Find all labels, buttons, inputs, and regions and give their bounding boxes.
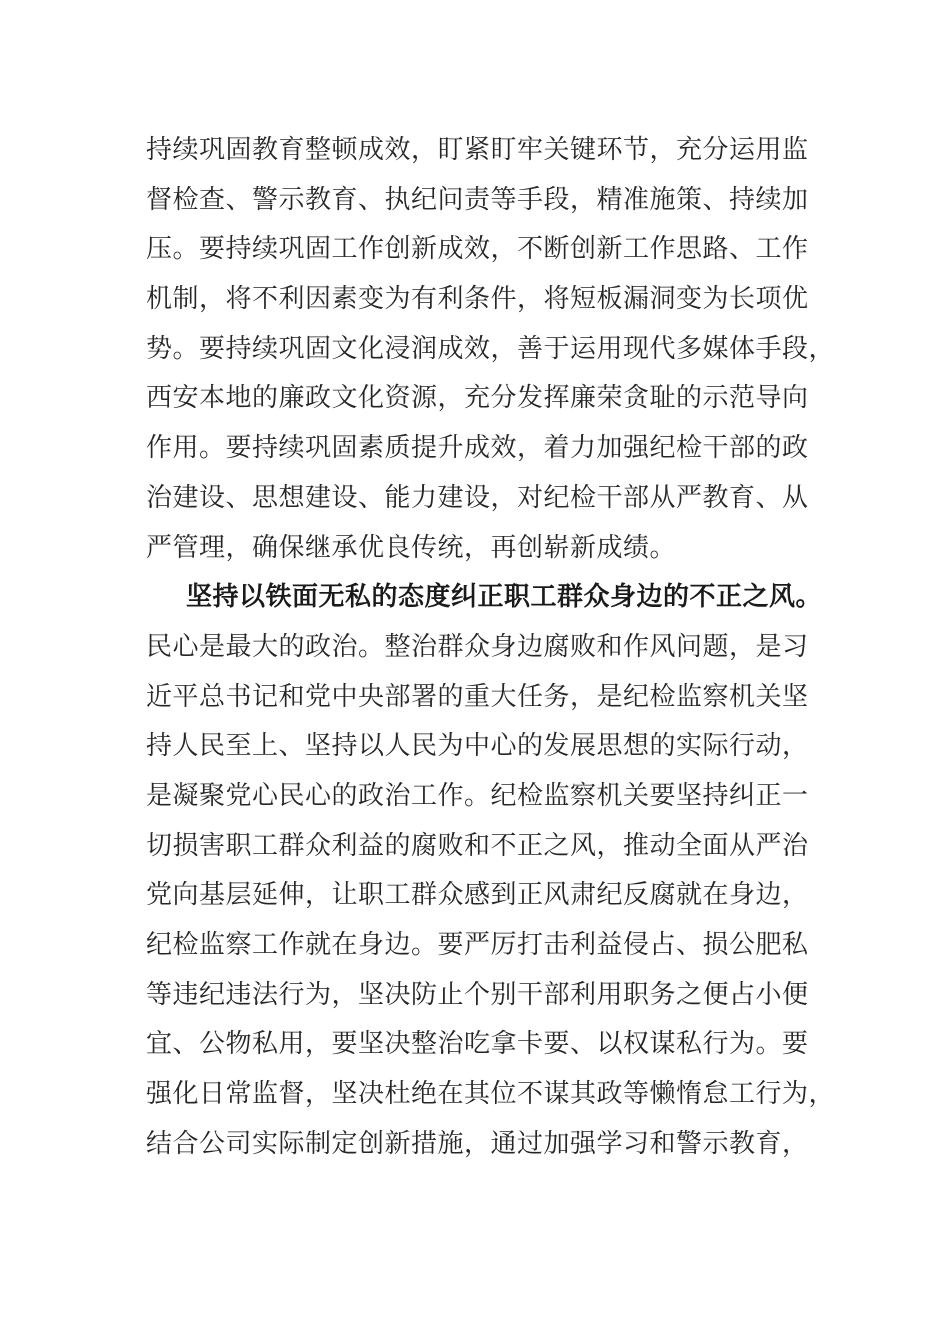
paragraph-1-line-4: 机制，将不利因素变为有利条件，将短板漏洞变为长项优 — [146, 284, 809, 315]
paragraph-1 — [146, 126, 836, 573]
paragraph-1-line-8: 治建设、思想建设、能力建设，对纪检干部从严教育、从 — [146, 482, 809, 513]
paragraph-1-line-3: 压。要持续巩固工作创新成效，不断创新工作思路、工作 — [146, 234, 809, 265]
paragraph-1-line-1: 持续巩固教育整顿成效，盯紧盯牢关键环节，充分运用监 — [146, 135, 809, 165]
paragraph-2-line-2: 近平总书记和党中央部署的重大任务，是纪检监察机关坚 — [146, 681, 809, 712]
paragraph-1-line-7: 作用。要持续巩固素质提升成效，着力加强纪检干部的政 — [146, 433, 809, 464]
paragraph-2-line-7: 纪检监察工作就在身边。要严厉打击利益侵占、损公肥私 — [146, 930, 809, 960]
paragraph-1-line-2: 督检查、警示教育、执纪问责等手段，精准施策、持续加 — [146, 184, 809, 215]
paragraph-1-line-9: 严管理，确保继承优良传统，再创崭新成绩。 — [146, 532, 677, 563]
document-body — [146, 126, 836, 1169]
paragraph-2-heading: 坚持以铁面无私的态度纠正职工群众身边的不正之风。 — [186, 582, 823, 613]
paragraph-2 — [146, 573, 836, 1169]
paragraph-2-line-8: 等违纪违法行为，坚决防止个别干部利用职务之便占小便 — [146, 979, 809, 1010]
paragraph-1-line-5: 势。要持续巩固文化浸润成效，善于运用现代多媒体手段， — [146, 333, 836, 364]
paragraph-2-line-6: 党向基层延伸，让职工群众感到正风肃纪反腐就在身边， — [146, 880, 809, 911]
paragraph-2-line-10: 强化日常监督，坚决杜绝在其位不谋其政等懒惰怠工行为， — [146, 1079, 836, 1110]
paragraph-2-line-9: 宜、公物私用，要坚决整治吃拿卡要、以权谋私行为。要 — [146, 1029, 809, 1060]
paragraph-2-line-1: 民心是最大的政治。整治群众身边腐败和作风问题，是习 — [146, 631, 809, 662]
paragraph-2-line-11: 结合公司实际制定创新措施，通过加强学习和警示教育， — [146, 1128, 809, 1159]
paragraph-2-line-3: 持人民至上、坚持以人民为中心的发展思想的实际行动， — [146, 731, 809, 762]
paragraph-2-line-5: 切损害职工群众利益的腐败和不正之风，推动全面从严治 — [146, 830, 809, 861]
paragraph-1-line-6: 西安本地的廉政文化资源，充分发挥廉荣贪耻的示范导向 — [146, 383, 809, 414]
paragraph-2-line-4: 是凝聚党心民心的政治工作。纪检监察机关要坚持纠正一 — [146, 780, 809, 811]
